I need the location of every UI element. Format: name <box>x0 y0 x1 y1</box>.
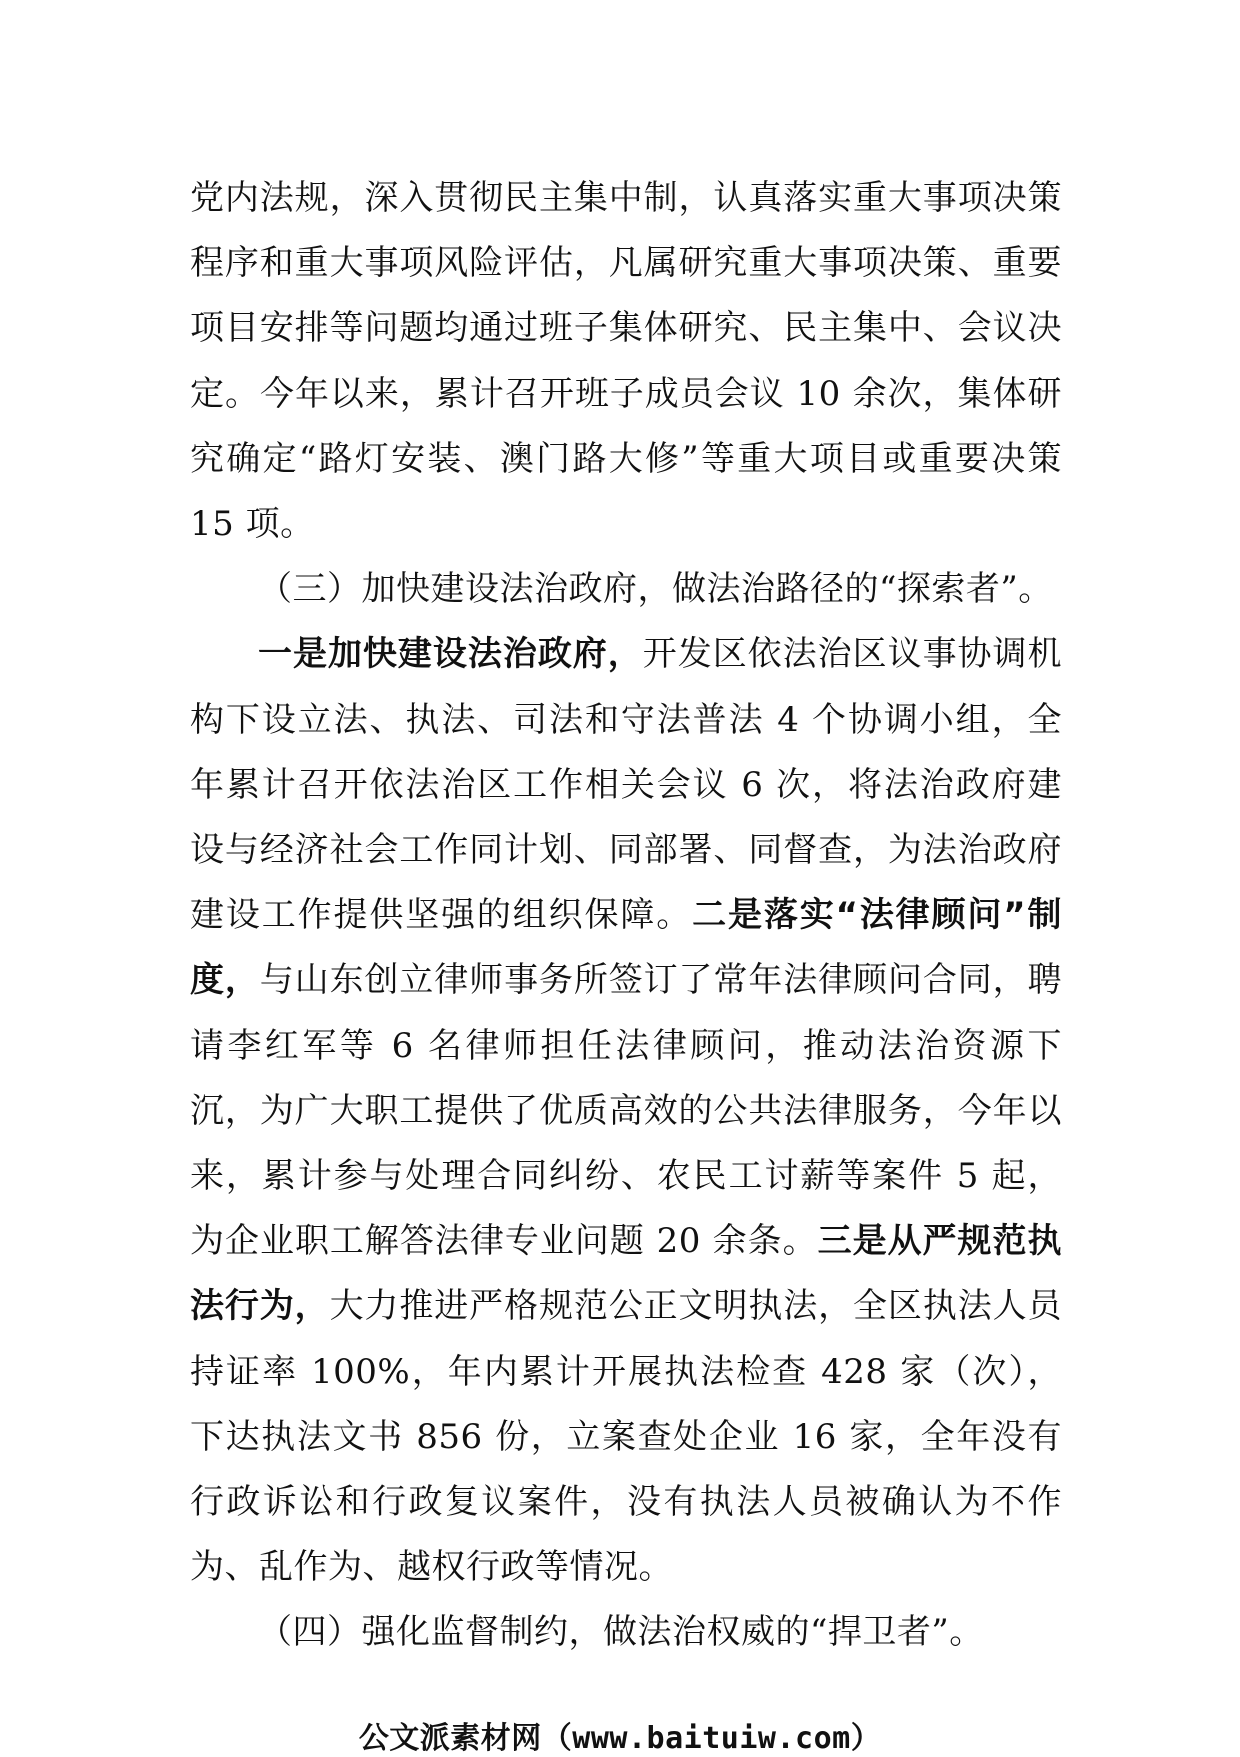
point-1-text: 开发区依法治区议事协调机构下设立法、执法、司法和守法普法 4 个协调小组，全年累计召开依法治区工作相关会议 6 次，将法治政府建设与经济社会工作同计划、同部署、同督查，为法治政府建设工作提供坚强的组织保障。 <box>190 634 1062 936</box>
footer-site-name: 公文派素材网 <box>358 1721 542 1756</box>
point-1-lead: 一是加快建设法治政府， <box>258 634 643 675</box>
document-body <box>190 166 1062 1666</box>
paragraph-section-3 <box>190 622 1062 1600</box>
point-3-text: 大力推进严格规范公正文明执法，全区执法人员持证率 100%，年内累计开展执法检查 428 家（次），下达执法文书 856 份，立案查处企业 16 家，全年没有行政诉讼和行政复议案件，没有执法人员被确认为不作为、乱作为、越权行政等情况。 <box>190 1286 1063 1588</box>
point-2-text: 与山东创立律师事务所签订了常年法律顾问合同，聘请李红军等 6 名律师担任法律顾问，推动法治资源下沉，为广大职工提供了优质高效的公共法律服务，今年以来，累计参与处理合同纠纷、农民工讨薪等案件 5 起，为企业职工解答法律专业问题 20 余条。 <box>190 960 1063 1262</box>
section-heading-4: （四）强化监督制约，做法治权威的“捍卫者”。 <box>258 1612 984 1653</box>
footer-site-url: （www.baituiw.com） <box>541 1721 882 1756</box>
section-heading-3: （三）加快建设法治政府，做法治路径的“探索者”。 <box>258 569 1053 610</box>
paragraph-continued: 党内法规，深入贯彻民主集中制，认真落实重大事项决策程序和重大事项风险评估，凡属研究重大事项决策、重要项目安排等问题均通过班子集体研究、民主集中、会议决定。今年以来，累计召开班子成员会议 10 余次，集体研究确定“路灯安装、澳门路大修”等重大项目或重要决策 15 项。 <box>190 178 1062 545</box>
page-footer <box>0 1713 1240 1757</box>
point-3-lead: 三是从严规范执法行为， <box>190 1221 1062 1327</box>
point-2-lead: 二是落实“法律顾问”制度， <box>190 895 1062 1001</box>
